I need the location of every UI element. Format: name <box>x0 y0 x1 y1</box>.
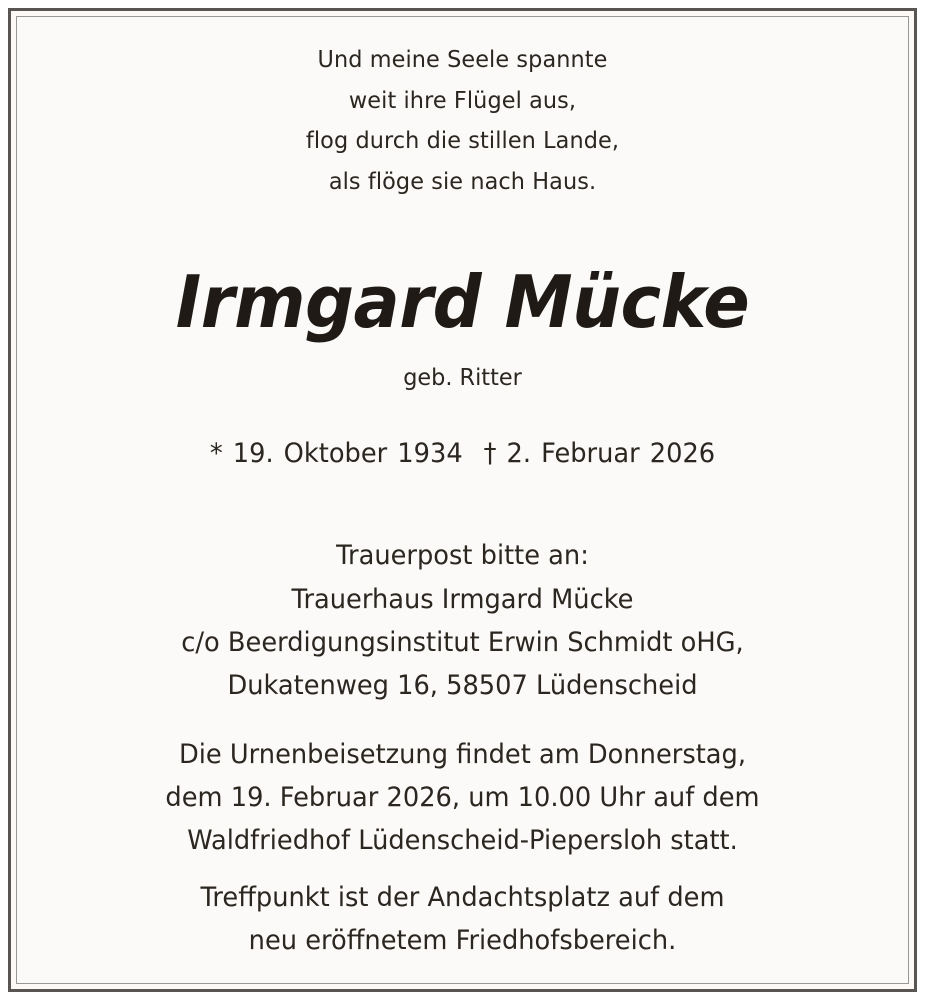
burial-line: Waldfriedhof Lüdenscheid-Piepersloh statt. <box>187 825 738 856</box>
meeting-line: Treffpunkt ist der Andachtsplatz auf dem <box>200 882 725 913</box>
mail-line: c/o Beerdigungsinstitut Erwin Schmidt oHG, <box>181 627 744 658</box>
poem-line: weit ihre Flügel aus, <box>348 86 577 114</box>
life-dates <box>23 440 903 467</box>
poem-line: flog durch die stillen Lande, <box>305 126 620 154</box>
mail-line: Trauerpost bitte an: <box>336 540 589 571</box>
deceased-name: Irmgard Mücke <box>175 260 750 344</box>
mail-line: Dukatenweg 16, 58507 Lüdenscheid <box>227 670 698 701</box>
meeting-line: neu eröffnetem Friedhofsbereich. <box>248 925 677 956</box>
burial-line: Die Urnenbeisetzung findet am Donnerstag, <box>178 739 746 770</box>
poem-line: Und meine Seele spannte <box>317 45 608 73</box>
birth-date: * 19. Oktober 1934 <box>209 438 463 469</box>
mail-line: Trauerhaus Irmgard Mücke <box>291 584 634 615</box>
poem-line: als flöge sie nach Haus. <box>328 167 597 195</box>
maiden-name: geb. Ritter <box>403 363 522 391</box>
death-date: † 2. Februar 2026 <box>483 438 716 469</box>
burial-line: dem 19. Februar 2026, um 10.00 Uhr auf dem <box>165 782 760 813</box>
